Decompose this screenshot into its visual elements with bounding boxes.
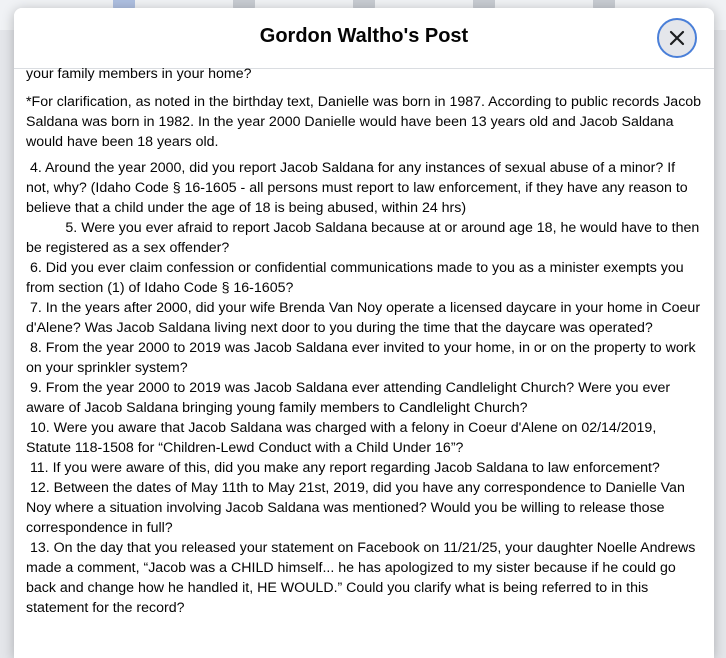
post-body <box>26 66 706 618</box>
question-5: 5. Were you ever afraid to report Jacob Saldana because at or around age 18, he would have to then be registered as a sex offender? <box>26 220 704 256</box>
close-button[interactable] <box>657 18 697 58</box>
question-8: 8. From the year 2000 to 2019 was Jacob Saldana ever invited to your home, in or on the property to work on your sprinkler system? <box>26 340 700 376</box>
question-9: 9. From the year 2000 to 2019 was Jacob Saldana ever attending Candlelight Church? Were you ever aware of Jacob Saldana bringing young family members to Candlelight Church? <box>26 380 675 416</box>
question-6: 6. Did you ever claim confession or confidential communications made to you as a minister exempts you from section (1) of Idaho Code § 16-1605? <box>26 260 688 296</box>
dialog-header <box>14 8 714 69</box>
question-10: 10. Were you aware that Jacob Saldana was charged with a felony in Coeur d'Alene on 02/14/2019, Statute 118-1508 for “Children-Lewd Conduct with a Child Under 16”? <box>26 420 661 456</box>
dialog-title: Gordon Waltho's Post <box>259 25 469 47</box>
question-12: 12. Between the dates of May 11th to May 21st, 2019, did you have any correspondence to Danielle Van Noy where a situation involving Jacob Saldana was mentioned? Would you be willing to release those correspondence in full? <box>26 480 689 536</box>
close-icon <box>668 29 686 47</box>
post-paragraph: *For clarification, as noted in the birthday text, Danielle was born in 1987. According to public records Jacob Saldana was born in 1982. In the year 2000 Danielle would have been 13 years old and Jacob Saldana would have been 18 years old. <box>26 94 706 150</box>
question-13: 13. On the day that you released your statement on Facebook on 11/21/25, your daughter Noelle Andrews made a comment, “Jacob was a CHILD himself... he has apologized to my sister because if he could go back and change how he handled it, HE WOULD.” Could you clarify what is being referred to in this statement for the record? <box>26 540 700 616</box>
post-dialog <box>14 8 714 658</box>
question-11: 11. If you were aware of this, did you make any report regarding Jacob Saldana to law enforcement? <box>26 460 660 476</box>
question-7: 7. In the years after 2000, did your wife Brenda Van Noy operate a licensed daycare in your home in Coeur d'Alene? Was Jacob Saldana living next door to you during the time that the daycare was operated? <box>26 300 704 336</box>
question-4: 4. Around the year 2000, did you report Jacob Saldana for any instances of sexual abuse of a minor? If not, why? (Idaho Code § 16-1605 - all persons must report to law enforcement, if they have any reason to believe that a child under the age of 18 is being abused, within 24 hrs) <box>26 160 692 216</box>
post-paragraph: your family members in your home? <box>26 66 252 82</box>
